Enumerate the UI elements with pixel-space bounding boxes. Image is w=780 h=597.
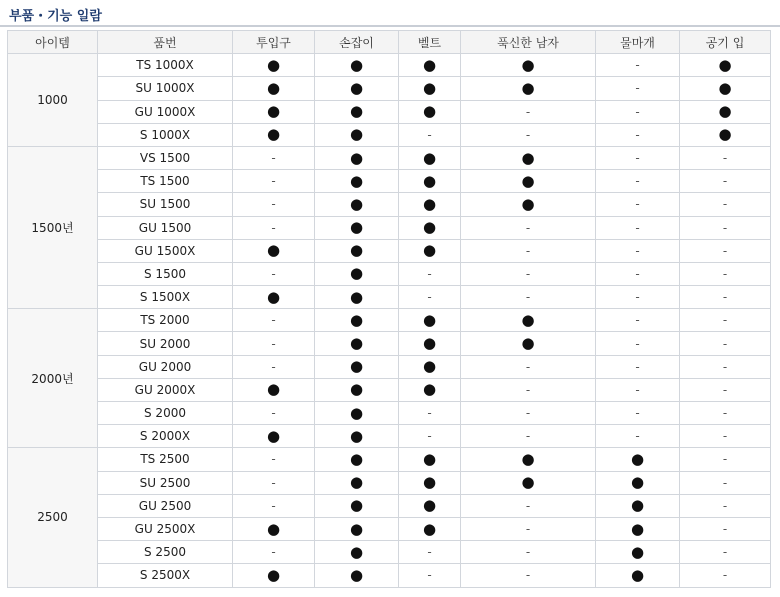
feature-no-dash: - xyxy=(461,239,596,262)
feature-yes-dot-icon: ● xyxy=(461,448,596,471)
title-bar xyxy=(0,0,780,27)
feature-yes-dot-icon: ● xyxy=(399,100,461,123)
feature-yes-dot-icon: ● xyxy=(596,494,680,517)
feature-yes-dot-icon: ● xyxy=(399,239,461,262)
model-cell: GU 2000 xyxy=(98,355,233,378)
model-cell: TS 1500 xyxy=(98,170,233,193)
feature-no-dash: - xyxy=(461,100,596,123)
feature-no-dash: - xyxy=(680,286,771,309)
feature-no-dash: - xyxy=(461,123,596,146)
feature-yes-dot-icon: ● xyxy=(399,309,461,332)
feature-yes-dot-icon: ● xyxy=(315,193,399,216)
feature-no-dash: - xyxy=(596,332,680,355)
feature-yes-dot-icon: ● xyxy=(233,54,315,77)
table-row xyxy=(8,309,771,332)
header-water-stopper: 물마개 xyxy=(596,31,680,54)
feature-no-dash: - xyxy=(596,77,680,100)
feature-yes-dot-icon: ● xyxy=(315,425,399,448)
feature-no-dash: - xyxy=(233,494,315,517)
table-row xyxy=(8,286,771,309)
feature-no-dash: - xyxy=(399,402,461,425)
feature-no-dash: - xyxy=(233,448,315,471)
table-row xyxy=(8,378,771,401)
feature-no-dash: - xyxy=(596,216,680,239)
table-row xyxy=(8,146,771,169)
feature-no-dash: - xyxy=(399,541,461,564)
feature-yes-dot-icon: ● xyxy=(315,448,399,471)
feature-table xyxy=(7,30,771,588)
feature-no-dash: - xyxy=(233,216,315,239)
feature-no-dash: - xyxy=(461,355,596,378)
feature-yes-dot-icon: ● xyxy=(399,77,461,100)
feature-no-dash: - xyxy=(680,517,771,540)
feature-yes-dot-icon: ● xyxy=(596,471,680,494)
feature-yes-dot-icon: ● xyxy=(399,448,461,471)
feature-no-dash: - xyxy=(596,309,680,332)
feature-yes-dot-icon: ● xyxy=(315,216,399,239)
feature-no-dash: - xyxy=(233,355,315,378)
feature-yes-dot-icon: ● xyxy=(315,146,399,169)
model-cell: S 1500 xyxy=(98,262,233,285)
feature-yes-dot-icon: ● xyxy=(461,309,596,332)
feature-yes-dot-icon: ● xyxy=(680,100,771,123)
table-row xyxy=(8,517,771,540)
feature-no-dash: - xyxy=(596,146,680,169)
feature-yes-dot-icon: ● xyxy=(315,355,399,378)
group-label: 2500 xyxy=(8,448,98,587)
model-cell: SU 2500 xyxy=(98,471,233,494)
feature-yes-dot-icon: ● xyxy=(315,123,399,146)
header-air-inlet: 공기 입 xyxy=(680,31,771,54)
feature-no-dash: - xyxy=(461,378,596,401)
feature-yes-dot-icon: ● xyxy=(315,100,399,123)
feature-no-dash: - xyxy=(233,193,315,216)
feature-yes-dot-icon: ● xyxy=(399,378,461,401)
model-cell: SU 1000X xyxy=(98,77,233,100)
feature-yes-dot-icon: ● xyxy=(233,564,315,587)
feature-no-dash: - xyxy=(399,123,461,146)
feature-no-dash: - xyxy=(680,216,771,239)
feature-no-dash: - xyxy=(680,494,771,517)
table-row xyxy=(8,54,771,77)
feature-no-dash: - xyxy=(596,402,680,425)
model-cell: S 2500 xyxy=(98,541,233,564)
feature-no-dash: - xyxy=(461,425,596,448)
table-row xyxy=(8,100,771,123)
table-row xyxy=(8,541,771,564)
feature-no-dash: - xyxy=(596,239,680,262)
feature-no-dash: - xyxy=(680,146,771,169)
group-label: 2000년 xyxy=(8,309,98,448)
feature-no-dash: - xyxy=(233,170,315,193)
feature-no-dash: - xyxy=(680,541,771,564)
model-cell: GU 1500X xyxy=(98,239,233,262)
feature-yes-dot-icon: ● xyxy=(596,541,680,564)
table-row xyxy=(8,355,771,378)
table-header-row xyxy=(8,31,771,54)
feature-no-dash: - xyxy=(233,471,315,494)
feature-no-dash: - xyxy=(233,402,315,425)
feature-no-dash: - xyxy=(596,123,680,146)
model-cell: S 2500X xyxy=(98,564,233,587)
model-cell: S 2000 xyxy=(98,402,233,425)
header-handle: 손잡이 xyxy=(315,31,399,54)
feature-no-dash: - xyxy=(596,378,680,401)
feature-yes-dot-icon: ● xyxy=(315,239,399,262)
feature-no-dash: - xyxy=(680,309,771,332)
feature-yes-dot-icon: ● xyxy=(596,564,680,587)
table-row xyxy=(8,216,771,239)
model-cell: S 1000X xyxy=(98,123,233,146)
feature-no-dash: - xyxy=(680,564,771,587)
table-row xyxy=(8,494,771,517)
feature-yes-dot-icon: ● xyxy=(315,402,399,425)
feature-yes-dot-icon: ● xyxy=(233,77,315,100)
model-cell: GU 1000X xyxy=(98,100,233,123)
feature-yes-dot-icon: ● xyxy=(233,100,315,123)
feature-yes-dot-icon: ● xyxy=(399,517,461,540)
header-model: 품번 xyxy=(98,31,233,54)
table-row xyxy=(8,471,771,494)
model-cell: SU 2000 xyxy=(98,332,233,355)
feature-no-dash: - xyxy=(596,54,680,77)
feature-yes-dot-icon: ● xyxy=(680,54,771,77)
feature-yes-dot-icon: ● xyxy=(680,123,771,146)
model-cell: GU 1500 xyxy=(98,216,233,239)
table-row xyxy=(8,564,771,587)
feature-no-dash: - xyxy=(399,425,461,448)
feature-yes-dot-icon: ● xyxy=(461,193,596,216)
feature-no-dash: - xyxy=(233,146,315,169)
feature-yes-dot-icon: ● xyxy=(233,425,315,448)
feature-yes-dot-icon: ● xyxy=(315,54,399,77)
feature-no-dash: - xyxy=(596,170,680,193)
feature-no-dash: - xyxy=(680,332,771,355)
feature-no-dash: - xyxy=(596,355,680,378)
feature-no-dash: - xyxy=(233,262,315,285)
feature-no-dash: - xyxy=(233,541,315,564)
feature-yes-dot-icon: ● xyxy=(315,378,399,401)
feature-yes-dot-icon: ● xyxy=(233,123,315,146)
feature-no-dash: - xyxy=(399,286,461,309)
feature-no-dash: - xyxy=(461,216,596,239)
model-cell: GU 2000X xyxy=(98,378,233,401)
feature-yes-dot-icon: ● xyxy=(399,332,461,355)
feature-no-dash: - xyxy=(680,355,771,378)
feature-no-dash: - xyxy=(461,564,596,587)
header-cushion: 푹신한 남자 xyxy=(461,31,596,54)
model-cell: VS 1500 xyxy=(98,146,233,169)
feature-yes-dot-icon: ● xyxy=(233,286,315,309)
model-cell: TS 2500 xyxy=(98,448,233,471)
feature-yes-dot-icon: ● xyxy=(399,355,461,378)
model-cell: GU 2500 xyxy=(98,494,233,517)
feature-yes-dot-icon: ● xyxy=(461,471,596,494)
feature-no-dash: - xyxy=(680,170,771,193)
feature-yes-dot-icon: ● xyxy=(461,146,596,169)
table-body xyxy=(8,54,771,587)
feature-yes-dot-icon: ● xyxy=(315,286,399,309)
feature-yes-dot-icon: ● xyxy=(233,517,315,540)
model-cell: SU 1500 xyxy=(98,193,233,216)
feature-no-dash: - xyxy=(596,286,680,309)
feature-no-dash: - xyxy=(461,494,596,517)
feature-no-dash: - xyxy=(680,378,771,401)
feature-yes-dot-icon: ● xyxy=(399,170,461,193)
feature-yes-dot-icon: ● xyxy=(399,146,461,169)
feature-yes-dot-icon: ● xyxy=(461,54,596,77)
table-row xyxy=(8,332,771,355)
feature-no-dash: - xyxy=(233,332,315,355)
table-row xyxy=(8,425,771,448)
feature-no-dash: - xyxy=(233,309,315,332)
feature-yes-dot-icon: ● xyxy=(399,54,461,77)
feature-no-dash: - xyxy=(461,286,596,309)
feature-yes-dot-icon: ● xyxy=(315,170,399,193)
table-row xyxy=(8,402,771,425)
feature-yes-dot-icon: ● xyxy=(233,378,315,401)
feature-yes-dot-icon: ● xyxy=(315,494,399,517)
feature-no-dash: - xyxy=(596,425,680,448)
header-inlet: 투입구 xyxy=(233,31,315,54)
feature-no-dash: - xyxy=(680,402,771,425)
table-row xyxy=(8,239,771,262)
feature-yes-dot-icon: ● xyxy=(596,517,680,540)
model-cell: GU 2500X xyxy=(98,517,233,540)
group-label: 1500년 xyxy=(8,146,98,308)
feature-yes-dot-icon: ● xyxy=(315,332,399,355)
feature-yes-dot-icon: ● xyxy=(315,262,399,285)
feature-yes-dot-icon: ● xyxy=(315,471,399,494)
group-label: 1000 xyxy=(8,54,98,147)
page-title: 부품・기능 일람 xyxy=(9,9,102,24)
feature-no-dash: - xyxy=(461,402,596,425)
feature-yes-dot-icon: ● xyxy=(315,517,399,540)
feature-no-dash: - xyxy=(680,262,771,285)
table-row xyxy=(8,448,771,471)
feature-yes-dot-icon: ● xyxy=(680,77,771,100)
feature-no-dash: - xyxy=(461,541,596,564)
table-row xyxy=(8,193,771,216)
feature-yes-dot-icon: ● xyxy=(233,239,315,262)
feature-no-dash: - xyxy=(399,564,461,587)
model-cell: S 1500X xyxy=(98,286,233,309)
table-row xyxy=(8,123,771,146)
feature-no-dash: - xyxy=(399,262,461,285)
model-cell: TS 1000X xyxy=(98,54,233,77)
feature-no-dash: - xyxy=(680,448,771,471)
feature-no-dash: - xyxy=(596,193,680,216)
feature-yes-dot-icon: ● xyxy=(461,77,596,100)
feature-yes-dot-icon: ● xyxy=(399,471,461,494)
feature-yes-dot-icon: ● xyxy=(399,193,461,216)
feature-no-dash: - xyxy=(461,262,596,285)
feature-no-dash: - xyxy=(461,517,596,540)
feature-yes-dot-icon: ● xyxy=(399,216,461,239)
feature-yes-dot-icon: ● xyxy=(461,170,596,193)
table-row xyxy=(8,77,771,100)
feature-no-dash: - xyxy=(680,193,771,216)
feature-yes-dot-icon: ● xyxy=(315,564,399,587)
feature-no-dash: - xyxy=(596,100,680,123)
header-belt: 벨트 xyxy=(399,31,461,54)
feature-yes-dot-icon: ● xyxy=(315,77,399,100)
table-row xyxy=(8,170,771,193)
feature-no-dash: - xyxy=(596,262,680,285)
feature-no-dash: - xyxy=(680,425,771,448)
feature-yes-dot-icon: ● xyxy=(315,541,399,564)
model-cell: TS 2000 xyxy=(98,309,233,332)
feature-yes-dot-icon: ● xyxy=(596,448,680,471)
feature-yes-dot-icon: ● xyxy=(399,494,461,517)
model-cell: S 2000X xyxy=(98,425,233,448)
feature-yes-dot-icon: ● xyxy=(461,332,596,355)
feature-no-dash: - xyxy=(680,239,771,262)
feature-no-dash: - xyxy=(680,471,771,494)
table-row xyxy=(8,262,771,285)
feature-yes-dot-icon: ● xyxy=(315,309,399,332)
header-item: 아이템 xyxy=(8,31,98,54)
